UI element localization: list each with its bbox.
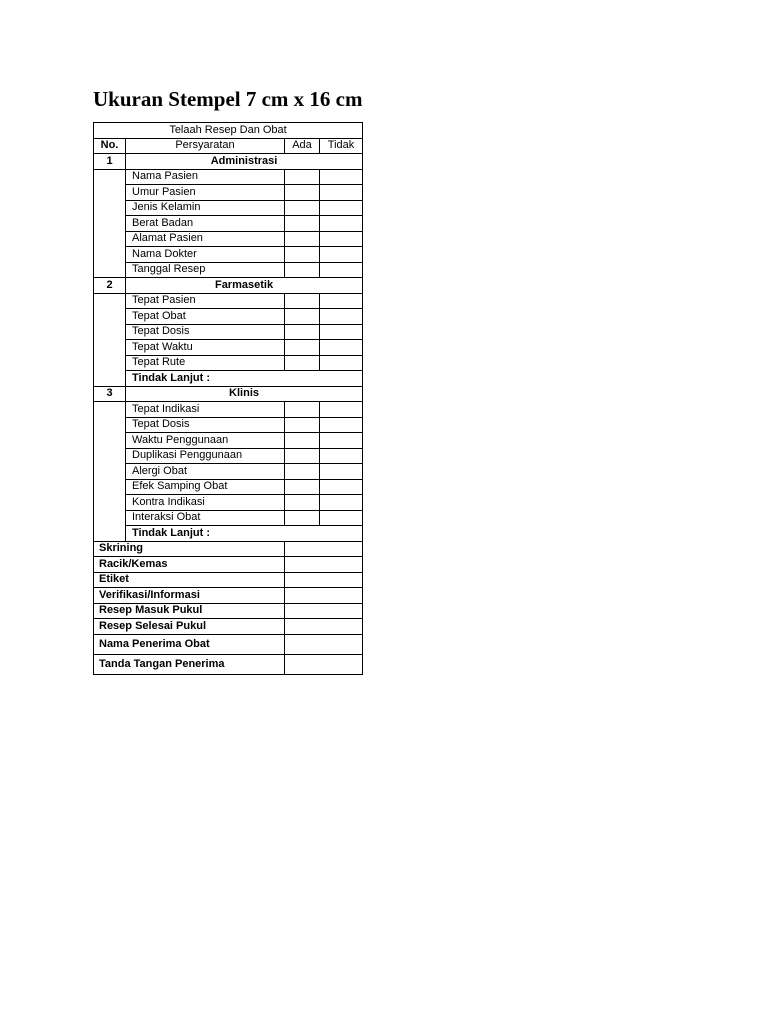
footer-value-cell[interactable] [285,603,363,619]
table-row [94,324,363,340]
no-checkbox-cell[interactable] [320,200,363,216]
column-header-no-answer: Tidak [320,138,363,154]
requirement-label: Kontra Indikasi [126,495,285,511]
yes-checkbox-cell[interactable] [285,185,320,201]
no-checkbox-cell[interactable] [320,448,363,464]
yes-checkbox-cell[interactable] [285,340,320,356]
requirement-label: Umur Pasien [126,185,285,201]
no-checkbox-cell[interactable] [320,216,363,232]
yes-checkbox-cell[interactable] [285,293,320,309]
footer-row [94,557,363,573]
footer-row [94,654,363,674]
yes-checkbox-cell[interactable] [285,433,320,449]
section-name: Farmasetik [126,278,363,294]
yes-checkbox-cell[interactable] [285,231,320,247]
yes-checkbox-cell[interactable] [285,309,320,325]
requirement-label: Duplikasi Penggunaan [126,448,285,464]
footer-value-cell[interactable] [285,557,363,573]
table-row [94,433,363,449]
footer-row [94,541,363,557]
table-row [94,510,363,526]
section-number: 1 [94,154,126,170]
table-row [94,185,363,201]
table-row [94,340,363,356]
requirement-label: Tepat Rute [126,355,285,371]
yes-checkbox-cell[interactable] [285,324,320,340]
table-row [94,448,363,464]
yes-checkbox-cell[interactable] [285,216,320,232]
no-checkbox-cell[interactable] [320,495,363,511]
yes-checkbox-cell[interactable] [285,169,320,185]
requirement-label: Alamat Pasien [126,231,285,247]
requirement-label: Tepat Dosis [126,417,285,433]
footer-label: Etiket [94,572,285,588]
section-name: Klinis [126,386,363,402]
requirement-label: Berat Badan [126,216,285,232]
no-checkbox-cell[interactable] [320,309,363,325]
no-checkbox-cell[interactable] [320,417,363,433]
requirement-label: Waktu Penggunaan [126,433,285,449]
footer-label: Nama Penerima Obat [94,634,285,654]
table-row [94,293,363,309]
section-name: Administrasi [126,154,363,170]
yes-checkbox-cell[interactable] [285,247,320,263]
yes-checkbox-cell[interactable] [285,402,320,418]
no-checkbox-cell[interactable] [320,340,363,356]
footer-row [94,572,363,588]
footer-value-cell[interactable] [285,634,363,654]
footer-label: Skrining [94,541,285,557]
no-checkbox-cell[interactable] [320,324,363,340]
requirement-label: Nama Pasien [126,169,285,185]
footer-row [94,588,363,604]
table-row [94,309,363,325]
table-row [94,479,363,495]
footer-value-cell[interactable] [285,541,363,557]
no-checkbox-cell[interactable] [320,355,363,371]
no-checkbox-cell[interactable] [320,402,363,418]
section-number: 2 [94,278,126,294]
page-title: Ukuran Stempel 7 cm x 16 cm [93,87,363,111]
table-row [94,216,363,232]
footer-label: Resep Selesai Pukul [94,619,285,635]
section-header-row [94,154,363,170]
footer-value-cell[interactable] [285,619,363,635]
requirement-label: Tanggal Resep [126,262,285,278]
requirement-label: Tepat Indikasi [126,402,285,418]
table-row [94,355,363,371]
yes-checkbox-cell[interactable] [285,495,320,511]
footer-label: Racik/Kemas [94,557,285,573]
table-row [94,247,363,263]
table-row [94,262,363,278]
no-checkbox-cell[interactable] [320,247,363,263]
column-header-row [94,138,363,154]
yes-checkbox-cell[interactable] [285,417,320,433]
yes-checkbox-cell[interactable] [285,262,320,278]
footer-value-cell[interactable] [285,654,363,674]
follow-up-row [94,371,363,387]
footer-label: Verifikasi/Informasi [94,588,285,604]
yes-checkbox-cell[interactable] [285,464,320,480]
requirement-label: Tepat Obat [126,309,285,325]
requirement-label: Interaksi Obat [126,510,285,526]
no-checkbox-cell[interactable] [320,185,363,201]
section-number: 3 [94,386,126,402]
table-row [94,169,363,185]
footer-row [94,619,363,635]
no-checkbox-cell[interactable] [320,510,363,526]
table-row [94,464,363,480]
requirement-label: Efek Samping Obat [126,479,285,495]
footer-row [94,603,363,619]
footer-label: Resep Masuk Pukul [94,603,285,619]
yes-checkbox-cell[interactable] [285,448,320,464]
requirement-label: Nama Dokter [126,247,285,263]
footer-row [94,634,363,654]
table-heading: Telaah Resep Dan Obat [94,123,363,139]
yes-checkbox-cell[interactable] [285,479,320,495]
prescription-review-table [93,122,363,675]
no-checkbox-cell[interactable] [320,262,363,278]
no-checkbox-cell[interactable] [320,169,363,185]
table-row [94,495,363,511]
yes-checkbox-cell[interactable] [285,355,320,371]
yes-checkbox-cell[interactable] [285,510,320,526]
no-checkbox-cell[interactable] [320,433,363,449]
footer-value-cell[interactable] [285,588,363,604]
requirement-label: Tepat Waktu [126,340,285,356]
no-checkbox-cell[interactable] [320,464,363,480]
table-row [94,402,363,418]
requirement-label: Jenis Kelamin [126,200,285,216]
table-row [94,231,363,247]
column-header-requirement: Persyaratan [126,138,285,154]
requirement-label: Alergi Obat [126,464,285,480]
requirement-label: Tepat Pasien [126,293,285,309]
no-checkbox-cell[interactable] [320,293,363,309]
requirement-label: Tepat Dosis [126,324,285,340]
column-header-yes: Ada [285,138,320,154]
column-header-no: No. [94,138,126,154]
table-heading-row [94,123,363,139]
follow-up-field[interactable]: Tindak Lanjut : [126,371,363,387]
yes-checkbox-cell[interactable] [285,200,320,216]
footer-label: Tanda Tangan Penerima [94,654,285,674]
follow-up-field[interactable]: Tindak Lanjut : [126,526,363,542]
table-row [94,200,363,216]
follow-up-row [94,526,363,542]
section-header-row [94,386,363,402]
no-checkbox-cell[interactable] [320,479,363,495]
section-header-row [94,278,363,294]
footer-value-cell[interactable] [285,572,363,588]
table-row [94,417,363,433]
no-checkbox-cell[interactable] [320,231,363,247]
